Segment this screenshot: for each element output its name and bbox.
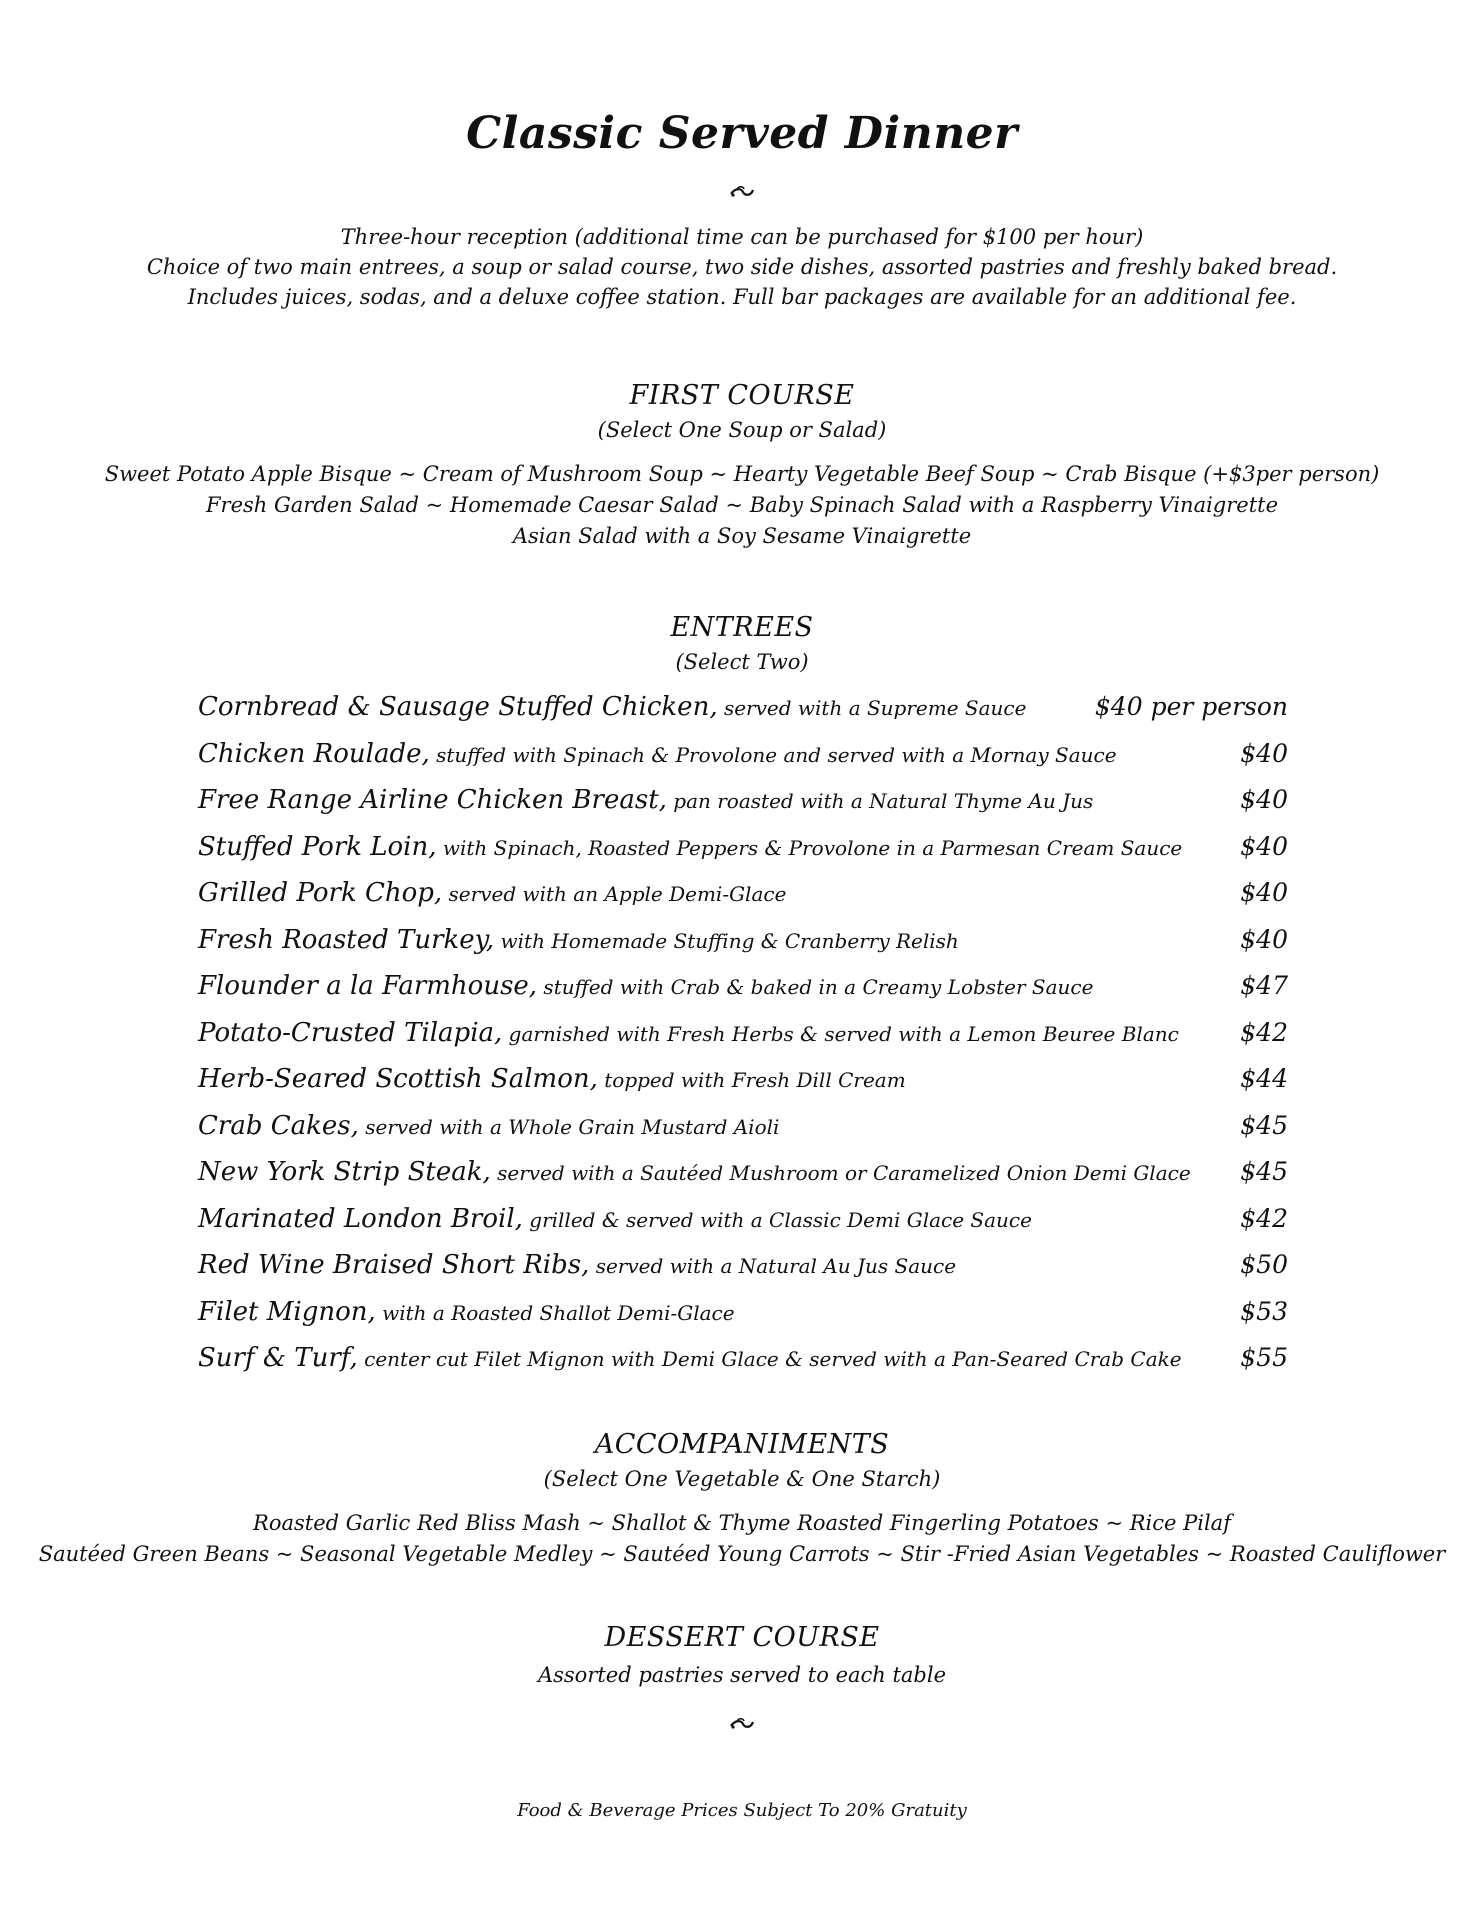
entree-row xyxy=(198,1297,1288,1344)
entree-price: $44 xyxy=(1240,1064,1288,1093)
entree-row xyxy=(198,1064,1288,1111)
entree-row xyxy=(198,832,1288,879)
entree-row xyxy=(198,878,1288,925)
entree-desc: center cut Filet Mignon with Demi Glace & served with a Pan-Seared Crab Cake xyxy=(357,1347,1182,1371)
entree-row xyxy=(198,1204,1288,1251)
flourish-icon xyxy=(0,180,1484,204)
entree-name: Grilled Pork Chop, xyxy=(198,878,443,908)
entrees-list xyxy=(198,692,1288,1390)
dessert-subtitle: Assorted pastries served to each table xyxy=(537,1663,947,1687)
entree-name: Herb-Seared Scottish Salmon, xyxy=(198,1064,598,1094)
entree-row xyxy=(198,1018,1288,1065)
entree-desc: garnished with Fresh Herbs & served with a Lemon Beuree Blanc xyxy=(502,1021,1179,1046)
entree-price: $47 xyxy=(1240,971,1288,1000)
entree-price: $40 xyxy=(1240,831,1288,861)
entree-desc: with a Roasted Shallot Demi-Glace xyxy=(375,1300,735,1325)
entree-row xyxy=(198,925,1288,972)
list-item: Roasted Garlic Red Bliss Mash ~ Shallot & Thyme Roasted Fingerling Potatoes ~ Rice Pilaf xyxy=(253,1511,1231,1535)
entree-name: Filet Mignon, xyxy=(198,1296,376,1327)
entree-price: $40 xyxy=(1240,924,1288,954)
entree-row xyxy=(198,1157,1288,1204)
first-course-list xyxy=(0,459,1484,552)
entree-desc: with Homemade Stuffing & Cranberry Relish xyxy=(494,928,959,953)
entree-desc: stuffed with Spinach & Provolone and served with a Mornay Sauce xyxy=(429,742,1117,767)
intro-line: Includes juices, sodas, and a deluxe coffee station. Full bar packages are available for an additional fee. xyxy=(187,285,1297,309)
accompaniments-subtitle: (Select One Vegetable & One Starch) xyxy=(543,1467,941,1491)
entree-desc: pan roasted with a Natural Thyme Au Jus xyxy=(666,789,1094,813)
entree-desc: served with a Whole Grain Mustard Aioli xyxy=(358,1114,780,1139)
list-item: Sweet Potato Apple Bisque ~ Cream of Mushroom Soup ~ Hearty Vegetable Beef Soup ~ Crab Bisque (+$3per person) xyxy=(104,462,1380,486)
entree-row xyxy=(198,1250,1288,1297)
entree-desc: with Spinach, Roasted Peppers & Provolone in a Parmesan Cream Sauce xyxy=(436,835,1183,860)
entree-row xyxy=(198,785,1288,832)
page-title: Classic Served Dinner xyxy=(466,108,1018,159)
entree-name: Cornbread & Sausage Stuffed Chicken, xyxy=(198,692,718,722)
list-item: Asian Salad with a Soy Sesame Vinaigrette xyxy=(512,524,972,548)
entree-name: Chicken Roulade, xyxy=(198,738,430,769)
entree-name: Crab Cakes, xyxy=(198,1110,359,1141)
entree-name: Red Wine Braised Short Ribs, xyxy=(198,1250,590,1280)
flourish-icon xyxy=(0,1712,1484,1736)
entree-price: $55 xyxy=(1240,1343,1288,1372)
entree-price: $53 xyxy=(1240,1296,1288,1326)
first-course-subtitle: (Select One Soup or Salad) xyxy=(597,418,887,442)
intro-line: Choice of two main entrees, a soup or salad course, two side dishes, assorted pastries and freshly baked bread. xyxy=(146,255,1338,279)
entree-row xyxy=(198,1343,1288,1390)
entree-price: $45 xyxy=(1240,1110,1288,1140)
entree-desc: stuffed with Crab & baked in a Creamy Lobster Sauce xyxy=(537,975,1094,999)
accompaniments-list xyxy=(0,1508,1484,1570)
entree-name: Free Range Airline Chicken Breast, xyxy=(198,785,667,815)
entree-price: $45 xyxy=(1240,1157,1288,1186)
dessert-title: DESSERT COURSE xyxy=(604,1622,880,1653)
entree-row xyxy=(198,1111,1288,1158)
accompaniments-title: ACCOMPANIMENTS xyxy=(594,1429,890,1460)
entree-price: $42 xyxy=(1240,1203,1288,1233)
entree-name: New York Strip Steak, xyxy=(198,1157,491,1187)
list-item: Sautéed Green Beans ~ Seasonal Vegetable Medley ~ Sautéed Young Carrots ~ Stir -Fried Asian Vegetables ~ Roasted Cauliflower xyxy=(38,1542,1446,1566)
entrees-title: ENTREES xyxy=(670,612,814,643)
entree-desc: served with an Apple Demi-Glace xyxy=(442,882,787,906)
gratuity-note: Food & Beverage Prices Subject To 20% Gratuity xyxy=(517,1800,967,1821)
entrees-subtitle: (Select Two) xyxy=(675,650,809,674)
entree-price: $40 xyxy=(1240,878,1288,907)
intro-text xyxy=(0,222,1484,312)
entree-price: $40 xyxy=(1240,785,1288,814)
entree-name: Surf & Turf, xyxy=(198,1343,358,1373)
list-item: Fresh Garden Salad ~ Homemade Caesar Salad ~ Baby Spinach Salad with a Raspberry Vinaigrette xyxy=(205,493,1279,517)
entree-price: $50 xyxy=(1240,1250,1288,1279)
entree-desc: topped with Fresh Dill Cream xyxy=(597,1068,906,1092)
entree-price: $40 xyxy=(1240,738,1288,768)
entree-row xyxy=(198,692,1288,739)
entree-price: $42 xyxy=(1240,1017,1288,1047)
first-course-title: FIRST COURSE xyxy=(629,380,855,411)
entree-name: Potato-Crusted Tilapia, xyxy=(198,1017,503,1048)
entree-name: Fresh Roasted Turkey, xyxy=(198,924,495,955)
entree-desc: served with a Sautéed Mushroom or Caramelized Onion Demi Glace xyxy=(490,1161,1191,1185)
entree-row xyxy=(198,971,1288,1018)
entree-name: Stuffed Pork Loin, xyxy=(198,831,437,862)
entree-desc: served with a Natural Au Jus Sauce xyxy=(589,1254,957,1278)
entree-name: Marinated London Broil, xyxy=(198,1203,523,1234)
entree-desc: grilled & served with a Classic Demi Glace Sauce xyxy=(522,1207,1032,1232)
entree-name: Flounder a la Farmhouse, xyxy=(198,971,538,1001)
intro-line: Three-hour reception (additional time can be purchased for $100 per hour) xyxy=(340,225,1144,249)
entree-row xyxy=(198,739,1288,786)
entree-desc: served with a Supreme Sauce xyxy=(717,696,1027,720)
entree-price: $40 per person xyxy=(1094,692,1288,721)
